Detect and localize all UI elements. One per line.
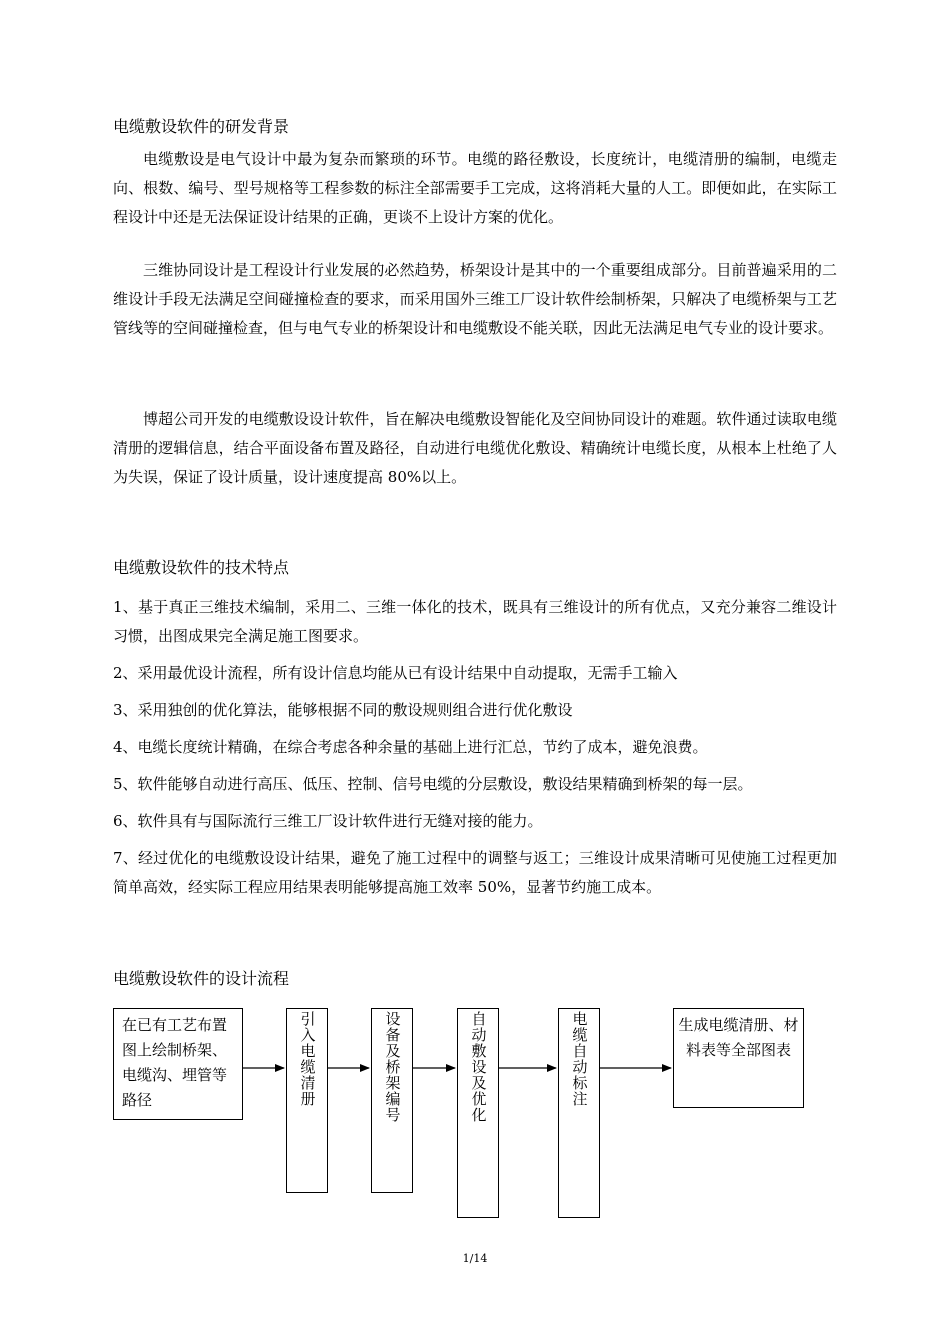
paragraph-3: 博超公司开发的电缆敷设设计软件，旨在解决电缆敷设智能化及空间协同设计的难题。软件通过读取电缆清册的逻辑信息，结合平面设备布置及路径，自动进行电缆优化敷设、精确统计电缆长度，从根本上杜绝了人为失误，保证了设计质量，设计速度提高 80%以上。 xyxy=(113,410,837,486)
flow-step-numbering: 设备及桥架编号 xyxy=(371,1008,413,1193)
list-item: 6、软件具有与国际流行三维工厂设计软件进行无缝对接的能力。 xyxy=(113,812,543,830)
list-item: 4、电缆长度统计精确，在综合考虑各种余量的基础上进行汇总，节约了成本，避免浪费。 xyxy=(113,738,708,756)
flow-step-auto-labeling: 电缆自动标注 xyxy=(558,1008,600,1218)
list-item: 7、经过优化的电缆敷设设计结果，避免了施工过程中的调整与返工；三维设计成果清晰可见使施工过程更加简单高效，经实际工程应用结果表明能够提高施工效率 50%，显著节约施工成本。 xyxy=(113,849,837,896)
list-item: 1、基于真正三维技术编制，采用二、三维一体化的技术，既具有三维设计的所有优点，又充分兼容二维设计习惯，出图成果完全满足施工图要求。 xyxy=(113,598,837,645)
flow-step-auto-laying: 自动敷设及优化 xyxy=(457,1008,499,1218)
page-number: 1/14 xyxy=(462,1252,488,1265)
list-item: 2、采用最优设计流程，所有设计信息均能从已有设计结果中自动提取，无需手工输入 xyxy=(113,664,678,682)
flow-step-generate-reports: 生成电缆清册、材料表等全部图表 xyxy=(673,1008,804,1108)
flow-step-import-list: 引入电缆清册 xyxy=(286,1008,328,1193)
list-item: 5、软件能够自动进行高压、低压、控制、信号电缆的分层敷设，敷设结果精确到桥架的每一层。 xyxy=(113,775,753,793)
section-title-flow: 电缆敷设软件的设计流程 xyxy=(113,969,290,988)
paragraph-2: 三维协同设计是工程设计行业发展的必然趋势，桥架设计是其中的一个重要组成部分。目前普遍采用的二维设计手段无法满足空间碰撞检查的要求，而采用国外三维工厂设计软件绘制桥架，只解决了电缆桥架与工艺管线等的空间碰撞检查，但与电气专业的桥架设计和电缆敷设不能关联，因此无法满足电气专业的设计要求。 xyxy=(113,261,837,337)
flow-step-draw-routes: 在已有工艺布置图上绘制桥架、电缆沟、埋管等路径 xyxy=(113,1008,243,1120)
list-item: 3、采用独创的优化算法，能够根据不同的敷设规则组合进行优化敷设 xyxy=(113,701,573,719)
section-title-features: 电缆敷设软件的技术特点 xyxy=(113,558,290,577)
paragraph-1: 电缆敷设是电气设计中最为复杂而繁琐的环节。电缆的路径敷设，长度统计，电缆清册的编制，电缆走向、根数、编号、型号规格等工程参数的标注全部需要手工完成，这将消耗大量的人工。即便如此，在实际工程设计中还是无法保证设计结果的正确，更谈不上设计方案的优化。 xyxy=(113,150,837,226)
section-title-background: 电缆敷设软件的研发背景 xyxy=(113,117,290,136)
